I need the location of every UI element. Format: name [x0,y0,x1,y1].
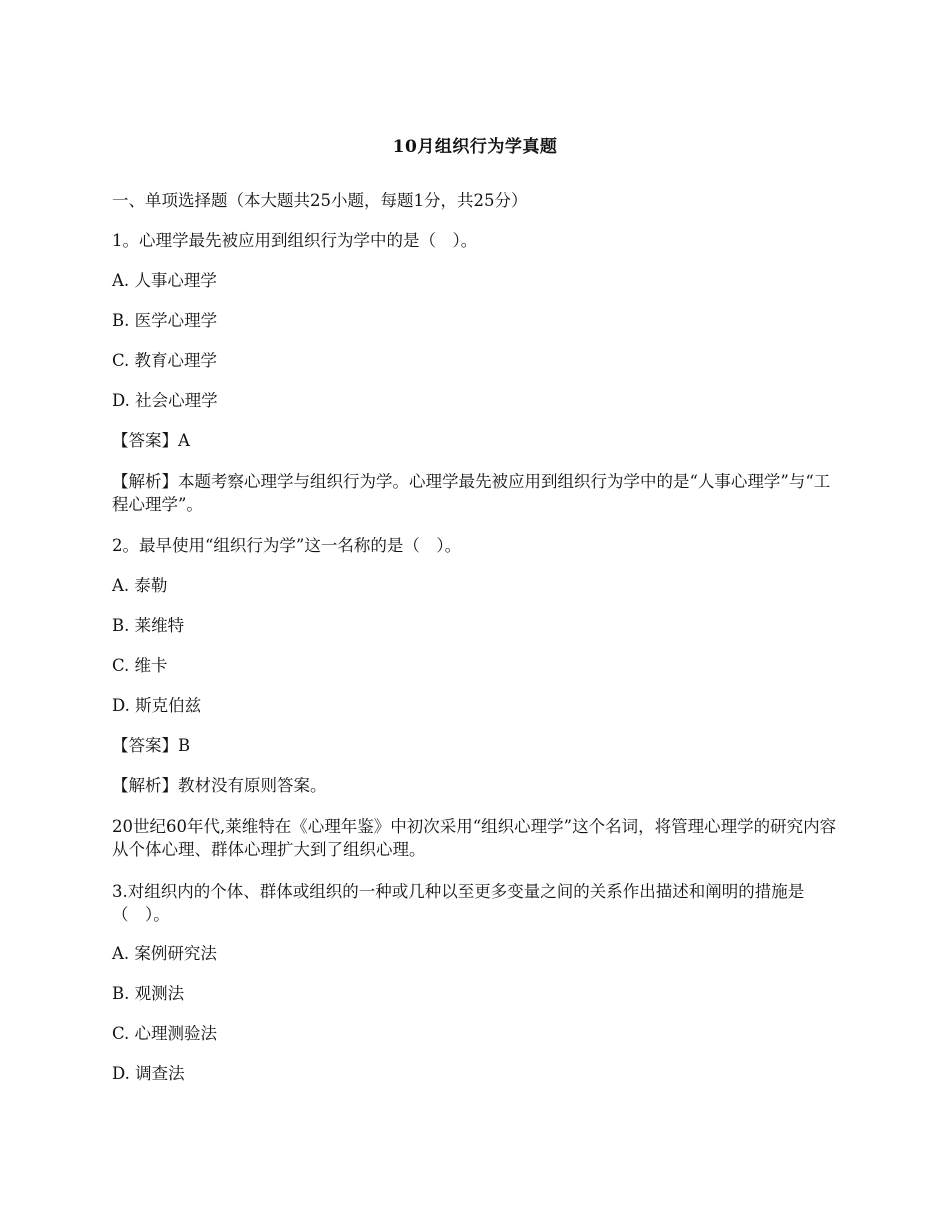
question-1-option-b: B. 医学心理学 [112,311,218,330]
question-3-option-a: A. 案例研究法 [112,944,217,963]
question-2-stem: 2。最早使用“组织行为学”这一名称的是（ ）。 [112,536,462,555]
question-2-option-d: D. 斯克伯兹 [112,696,202,715]
question-2-note: 20世纪60年代,莱维特在《心理年鉴》中初次采用“组织心理学”这个名词，将管理心理学的研究内容从个体心理、群体心理扩大到了组织心理。 [112,817,837,859]
question-1-answer: 【答案】A [112,431,190,450]
question-2-answer: 【答案】B [112,736,191,755]
question-3-option-d: D. 调查法 [112,1064,185,1083]
question-1-option-a: A. 人事心理学 [112,271,217,290]
question-3-option-b: B. 观测法 [112,984,185,1003]
question-1-stem: 1。心理学最先被应用到组织行为学中的是（ ）。 [112,231,478,250]
document-title: 10月组织行为学真题 [392,137,558,157]
question-1-option-c: C. 教育心理学 [112,351,218,370]
section-heading: 一、单项选择题（本大题共25小题，每题1分，共25分） [112,191,528,210]
question-3-option-c: C. 心理测验法 [112,1024,218,1043]
question-1-analysis: 【解析】本题考察心理学与组织行为学。心理学最先被应用到组织行为学中的是“人事心理学”与“工程心理学”。 [112,472,831,514]
question-2-option-a: A. 泰勒 [112,576,168,595]
question-2-option-c: C. 维卡 [112,656,168,675]
question-2-option-b: B. 莱维特 [112,616,185,635]
question-2-analysis: 【解析】教材没有原则答案。 [112,776,327,795]
question-1-option-d: D. 社会心理学 [112,391,218,410]
question-3-stem: 3.对组织内的个体、群体或组织的一种或几种以至更多变量之间的关系作出描述和阐明的措施是（ ）。 [112,882,805,924]
